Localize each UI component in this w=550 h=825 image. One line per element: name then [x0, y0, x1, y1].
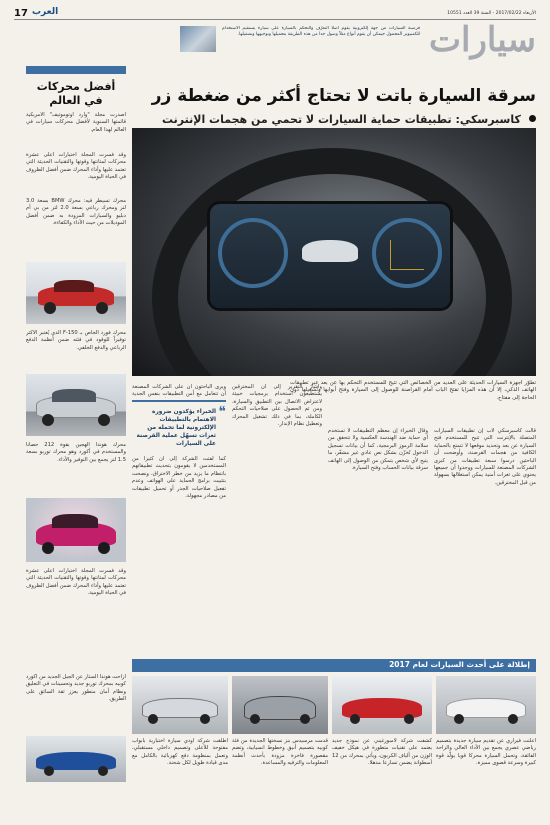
new-car-photo-blue — [26, 736, 126, 782]
date-line: الأربعاء 2017/02/22 - السنة 39 العدد 10551 — [447, 11, 536, 16]
sidebar-title: أفضل محركات في العالم — [36, 80, 116, 107]
new-car-text: أزاحت هوندا الستار عن الجيل الجديد من أكورد كوبيه بمحرك توربو جديد وتحسينات في التعليق ونظام أمان متطور يعزز ثقة السائق على الطريق. — [26, 674, 126, 703]
instrument-cluster-screen — [210, 204, 450, 308]
pull-quote — [132, 400, 226, 450]
new-cars-section-title: إطلالة على أحدث السيارات لعام 2017 — [389, 660, 530, 669]
quote-mark-icon: ❝ — [218, 404, 226, 420]
sub-headline — [146, 108, 536, 127]
teaser-text: قرصنة السيارات من جهة إلكترونية يقوم أصلاً التعرّف والتحكم بالسيارة على سيارة يستقيم الاستخدام للكمبيوتر المحمول جيمكن أن يقوم أنواع مثلاً وصول جدا من هذه الطريقة بتحميلها وتوجيهها وتشغيلها. — [222, 26, 420, 38]
masthead-logo: العرب — [32, 7, 59, 17]
sidebar-item: محرك تسيطر فيه: محرك BMW بسعة 3.0 لتر ومحرك رباعي بسعة 2.0 لتر من بي أم دبليو والسيارات المزودة به ضمن أفضل الموديلات من حيث الأداء والكفاءة. — [26, 198, 126, 227]
new-car-text: كشفت شركة لامبورغيني عن نموذج جديد يعتمد على تقنيات متطورة في هيكل خفيف الوزن من ألياف الكربون، ويأتي بمحرك من 12 أسطوانة يضمن تسارعا مذهلا. — [332, 738, 432, 767]
article-column-1: قالت كاسبرسكي لاب إن تطبيقات السيارات المتصلة بالإنترنت التي تتيح للمستخدم فتح السيارة عن بعد وتحديد موقعها لا تتمتع بالحماية الكافية من هجمات القرصنة، وأوضحت أن الباحثين درسوا سبعة تطبيقات من كبرى الشركات المصنعة للسيارات ووجدوا أن جميعها يحتوي على ثغرات أمنية يمكن استغلالها بسهولة من قبل المخترقين. — [434, 428, 536, 486]
energy-graph — [390, 240, 424, 270]
hero-photo-dashboard — [132, 128, 536, 376]
new-car-photo-grey — [232, 676, 328, 734]
sub-headline-text: كاسبرسكي: تطبيقات حماية السيارات لا تحمي من هجمات الإنترنت — [162, 113, 521, 126]
new-car-photo-white — [436, 676, 536, 734]
sidebar — [26, 66, 126, 606]
main-headline: سرقة السيارة باتت لا تحتاج أكثر من ضغطة زر — [151, 86, 536, 106]
new-car-photo-red — [332, 676, 432, 734]
new-car-text: أطلقت شركة أودي سيارة اختبارية بأبواب مفتوحة للأعلى وتصميم داخلي مستقبلي، وتعمل بمنظومة دفع كهربائية بالكامل مع مدى قيادة طويل لكل شحنة. — [132, 738, 228, 767]
page-number: 17 — [14, 8, 28, 19]
article-column-2: وقال الخبراء إن معظم التطبيقات لا تستخدم أي حماية ضد الهندسة العكسية ولا تتحقق من سلامة الرموز البرمجية، كما أن بيانات تسجيل الدخول تُخزّن بشكل نص عادي غير مشفّر، ما يتيح لأي شخص يتمكن من الوصول إلى الهاتف سرقة بيانات الحساب وفتح السيارة. — [328, 428, 428, 472]
new-car-text: أعلنت فيراري عن تقديم سيارة جديدة بتصميم رياضي عصري يجمع بين الأداء العالي والراحة الفائقة، وتحمل السيارة محركا قويا يولّد قوة كبيرة وسرعة قصوى مميزة. — [436, 738, 536, 767]
pull-quote-text: الخبراء يؤكدون ضرورة الاهتمام بالتطبيقات الإلكترونية لما تحمله من ثغرات تسهّل عملية القرصنة على السيارات — [136, 409, 216, 447]
article-intro: تطوّر أجهزة السيارات الحديثة على العديد من الخصائص التي تتيح للمستخدم التحكم بها عن بعد عبر تطبيقات الهاتف الذكي، إلا أن هذه المزايا تفتح الباب أمام القراصنة للوصول إلى السيارة وفتح أبوابها وتشغيلها دون الحاجة إلى مفتاح. — [290, 380, 536, 401]
center-car-graphic — [302, 240, 358, 262]
article-column-3: ويرى الباحثون أن على الشركات المصنعة أن تتعامل مع أمن التطبيقات بنفس الجدية — [132, 384, 226, 398]
sidebar-item: محرك هوندا الهجين بقوة 212 حصانا والمستخدم في أكورد وهو محرك توربو بسعة 1.5 لتر يجمع بين التوفير والأداء. — [26, 442, 126, 463]
article-column-5: كما لفتت الشركة إلى أن كثيرا من المستخدمين لا يقومون بتحديث تطبيقاتهم بانتظام ما يزيد من خطر الاختراق، ونصحت بتثبيت برامج الحماية على الهواتف وعدم تفعيل صلاحيات الجذر أو تحميل تطبيقات من مصادر مجهولة. — [132, 456, 226, 500]
article-column-4: وأشار التقرير إلى أن المخترقين يستطيعون استخدام برمجيات خبيثة لاعتراض الاتصال بين التطبيق والسيارة، ومن ثم الحصول على صلاحيات التحكم الكاملة، بما في ذلك تشغيل المحرك وتعطيل نظام الإنذار. — [232, 384, 322, 428]
sidebar-car-photo-magenta — [26, 498, 126, 562]
teaser-box — [180, 24, 420, 54]
sidebar-car-photo-silver — [26, 374, 126, 436]
teaser-thumbnail — [180, 26, 216, 52]
left-gauge — [218, 218, 288, 288]
sidebar-footer-text: وقد فسرت المجلة اختيارات أعلى عشرة محركات لمتانتها وقوتها والتقنيات الحديثة التي تعتمد عليها وأداء المحرك ضمن أفضل الظروف في الحياة اليومية. — [26, 568, 126, 597]
sidebar-item: أصدرت مجلة "وارد أوتوموتيف" الأمريكية قائمتها السنوية لأفضل محركات سيارات في العالم لهذا العام. — [26, 112, 126, 133]
new-cars-section-bar — [132, 659, 536, 672]
new-car-photo-silver-coupe — [132, 676, 228, 734]
page-header — [14, 8, 536, 20]
sidebar-top-rule — [26, 66, 126, 74]
sidebar-item: محرك فورد الخاص بـ F-150 الذي يُعتبر الأكثر توفيراً للوقود في فئته ضمن أنظمة الدفع الرباعي والدفع الخلفي. — [26, 330, 126, 351]
new-car-text: قدمت مرسيدس بنز نسختها الجديدة من فئة كوبيه بتصميم أنيق وخطوط انسيابية، وتضم مقصورة فاخرة مزودة بأحدث أنظمة المعلومات والترفيه والمساعدة. — [232, 738, 328, 767]
section-title: سيارات — [429, 20, 536, 60]
sidebar-item: وقد فسرت المجلة اختيارات أعلى عشرة محركات لمتانتها وقوتها والتقنيات الحديثة التي تعتمد عليها وأداء المحرك ضمن أفضل الظروف في الحياة اليومية. — [26, 152, 126, 181]
sidebar-car-photo-red — [26, 262, 126, 324]
bullet-icon — [529, 115, 536, 122]
